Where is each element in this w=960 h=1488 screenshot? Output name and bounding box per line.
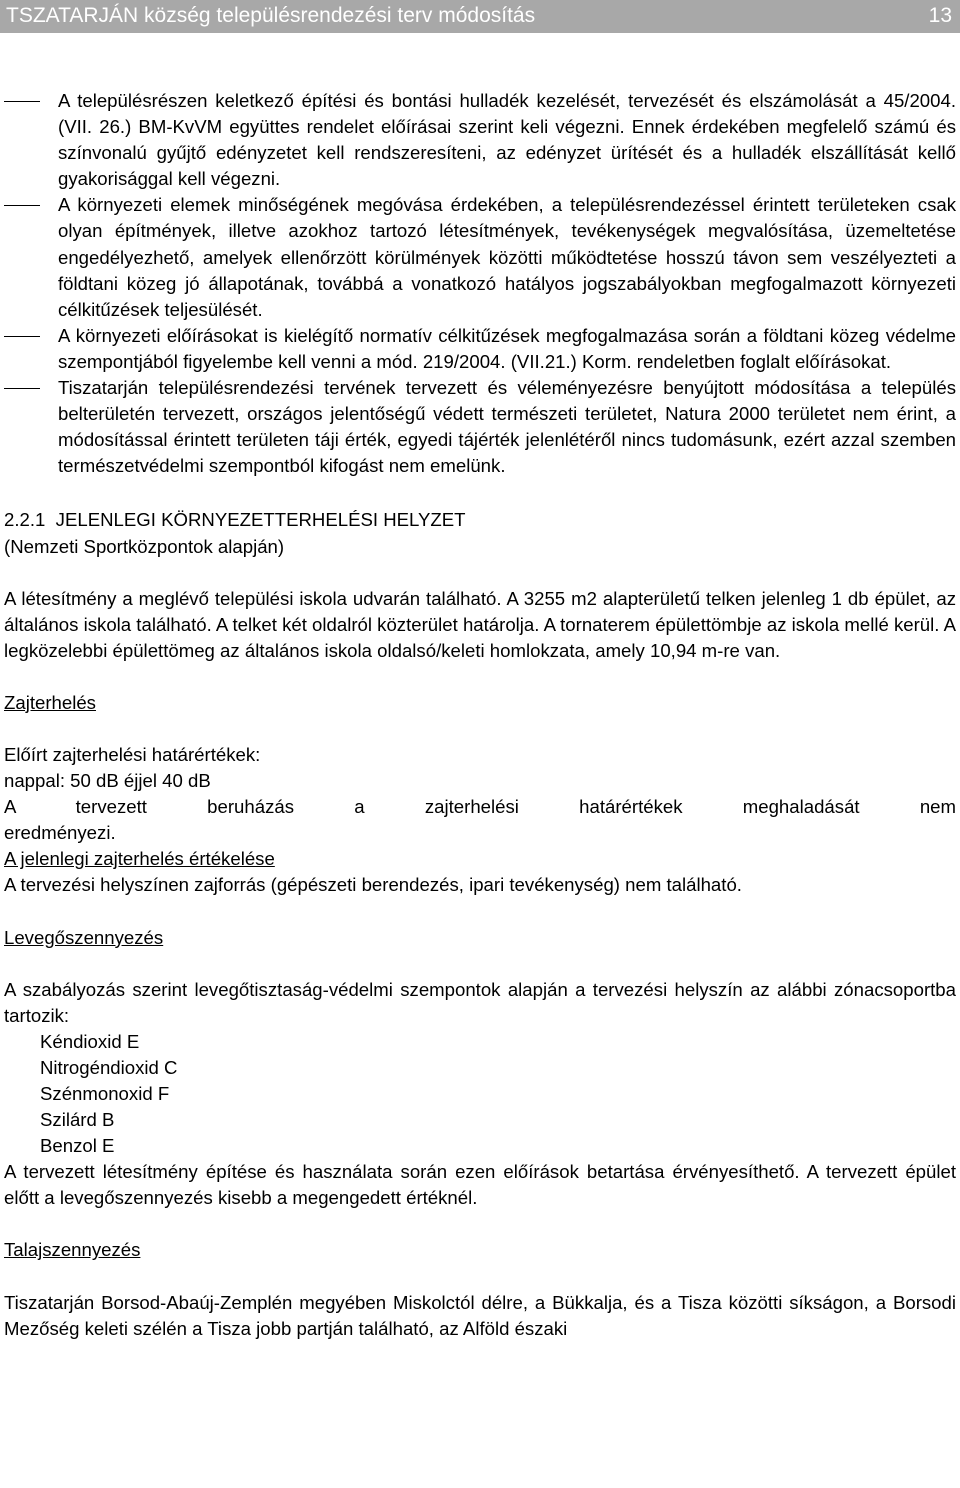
- noise-eval-title: A jelenlegi zajterhelés értékelése: [4, 848, 275, 870]
- dash-bullet-icon: [4, 323, 58, 375]
- dash-bullet-icon: [4, 375, 58, 479]
- document-title: TSZATARJÁN község településrendezési terv módosítás: [6, 4, 536, 28]
- bullet-item: [4, 375, 956, 479]
- noise-title: Zajterhelés: [4, 691, 96, 713]
- page-header: [0, 0, 960, 33]
- bullet-text: Tiszatarján településrendezési tervének tervezett és véleményezésre benyújtott módosítása a település belterületén tervezett, országos jelentőségű védett természeti területet, Natura 2000 területet nem érint, a módosítással érintett területen táji érték, egyedi tájérték jelenlétéről nincs tudomásunk, ezért azzal szemben természetvédelmi szempontból kifogást nem emelünk.: [58, 377, 956, 477]
- soil-text: Tiszatarján Borsod-Abaúj-Zemplén megyében Miskolctól délre, a Bükkalja, és a Tisza közötti síkságon, a Borsodi Mezőség keleti szélén a Tisza jobb partján található, az Alföld északi: [4, 1291, 956, 1339]
- bullet-text: A környezeti előírásokat is kielégítő normatív célkitűzések megfogalmazása során a földtani közeg védelme szempontjából figyelembe kell venni a mód. 219/2004. (VII.21.) Korm. rendeletben foglalt előírásokat.: [58, 324, 956, 372]
- dash-bullet-icon: [4, 192, 58, 322]
- air-title: Levegőszennyezés: [4, 926, 164, 948]
- air-zone: Szénmonoxid F: [40, 1083, 170, 1104]
- page-number: 13: [928, 4, 952, 28]
- section-subheading: (Nemzeti Sportközpontok alapján): [4, 535, 285, 557]
- air-zone: Benzol E: [40, 1135, 115, 1157]
- bullet-text: A településrészen keletkező építési és bontási hulladék kezelését, tervezését és elszámolását a 45/2004. (VII. 26.) BM-KvVM együttes rendelet előírásai szerint keli végezni. Ennek érdekében megfelelő számú és színvonalú gyűjtő edényzetet kell rendszeresíteni, az edényzet ürítését és a hulladék elszállítását kellő gyakorisággal kell végezni.: [58, 90, 956, 190]
- air-conclusion: A tervezett létesítmény építése és használata során ezen előírások betartása érvényesíthető. A tervezett épület előtt a levegőszennyezés kisebb a megengedett értéknél.: [4, 1161, 956, 1209]
- air-zone: Szilárd B: [40, 1109, 115, 1131]
- dash-bullet-icon: [4, 88, 58, 192]
- page-body: [0, 33, 960, 1342]
- noise-eval-text: A tervezési helyszínen zajforrás (gépészeti berendezés, ipari tevékenység) nem található.: [4, 874, 742, 896]
- air-zone: Kéndioxid E: [40, 1030, 140, 1052]
- bullet-item: [4, 323, 956, 375]
- section-heading: 2.2.1 JELENLEGI KÖRNYEZETTERHELÉSI HELYZET: [4, 509, 466, 531]
- soil-title: Talajszennyezés: [4, 1239, 141, 1261]
- noise-statement-end: eredményezi.: [4, 822, 116, 844]
- air-zone: Nitrogéndioxid C: [40, 1056, 178, 1078]
- section-intro: A létesítmény a meglévő települési iskola udvarán található. A 3255 m2 alapterületű telken jelenleg 1 db épület, az általános iskola található. A telket két oldalról közterület határolja. A tornaterem épülettömbje az iskola mellé kerül. A legközelebbi épülettömeg az általános iskola oldalsó/keleti homlokzata, amely 10,94 m-re van.: [4, 587, 956, 661]
- bullet-text: A környezeti elemek minőségének megóvása érdekében, a településrendezéssel érintett területeken csak olyan építmények, illetve azokhoz tartozó létesítmények, tevékenységek megvalósítása, üzemeltetése engedélyezhető, amelyek ellenőrzött körülmények közötti működtetése hosszú távon sem veszélyezteti a földtani közeg jó állapotának, továbbá a vonatkozó hatályos jogszabályokban megfogalmazott környezeti célkitűzések teljesülését.: [58, 194, 956, 320]
- noise-limits-values: nappal: 50 dB éjjel 40 dB: [4, 770, 211, 792]
- bullet-item: [4, 88, 956, 192]
- air-intro: A szabályozás szerint levegőtisztaság-védelmi szempontok alapján a tervezési helyszín az alábbi zónacsoportba tartozik:: [4, 978, 956, 1026]
- noise-statement: A tervezett beruházás a zajterhelési határértékek meghaladását nem: [4, 796, 956, 818]
- bullet-item: [4, 192, 956, 322]
- noise-limits-label: Előírt zajterhelési határértékek:: [4, 743, 261, 765]
